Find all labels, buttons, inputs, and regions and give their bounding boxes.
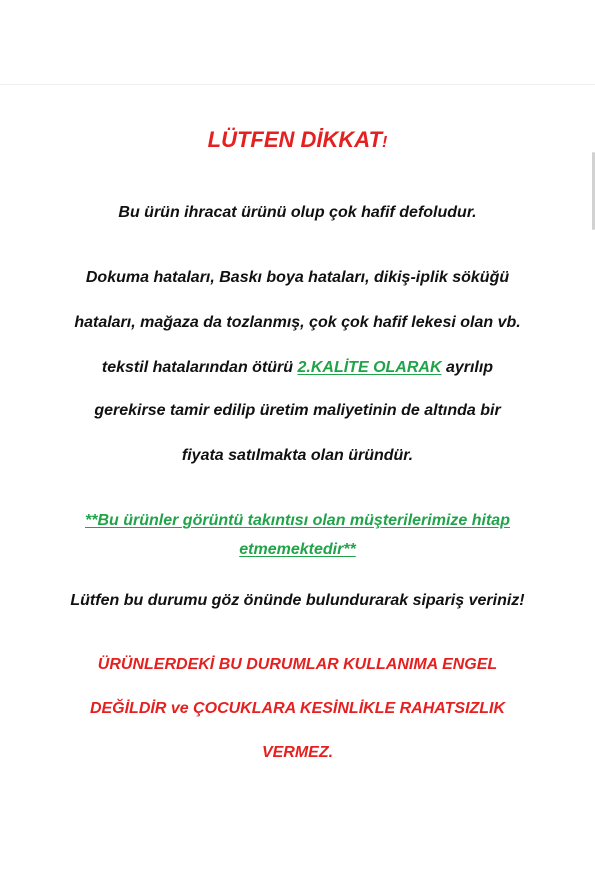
quality-highlight: 2.KALİTE OLARAK: [297, 359, 442, 376]
green-note-line: **Bu ürünler görüntü takıntısı olan müşterilerimize hitap: [85, 512, 510, 529]
request-text: Lütfen bu durumu göz önünde bulundurarak sipariş veriniz!: [70, 592, 525, 609]
body-line: hataları, mağaza da tozlanmış, çok çok hafif lekesi olan vb.: [74, 314, 521, 331]
quality-line-before: tekstil hatalarından ötürü: [101, 359, 298, 376]
body-line: Dokuma hataları, Baskı boya hataları, dikiş-iplik söküğü: [85, 269, 510, 286]
warning-line: VERMEZ.: [261, 744, 334, 761]
quality-line: [0, 358, 595, 378]
notice-title: [0, 127, 595, 156]
warning-line: ÜRÜNLERDEKİ BU DURUMLAR KULLANIMA ENGEL: [97, 656, 498, 673]
quality-line-after: ayrılıp: [441, 359, 494, 376]
warning-line: DEĞİLDİR ve ÇOCUKLARA KESİNLİKLE RAHATSIZLIK: [89, 700, 506, 717]
body-line: fiyata satılmakta olan üründür.: [181, 447, 414, 464]
green-note-line: etmemektedir**: [239, 541, 356, 558]
notice-title-text: LÜTFEN DİKKAT: [207, 127, 383, 152]
intro-text: Bu ürün ihracat ürünü olup çok hafif defoludur.: [118, 204, 477, 221]
body-line: gerekirse tamir edilip üretim maliyetinin de altında bir: [94, 402, 501, 419]
top-blank-area: [0, 0, 595, 85]
notice-title-mark: !: [382, 134, 388, 151]
